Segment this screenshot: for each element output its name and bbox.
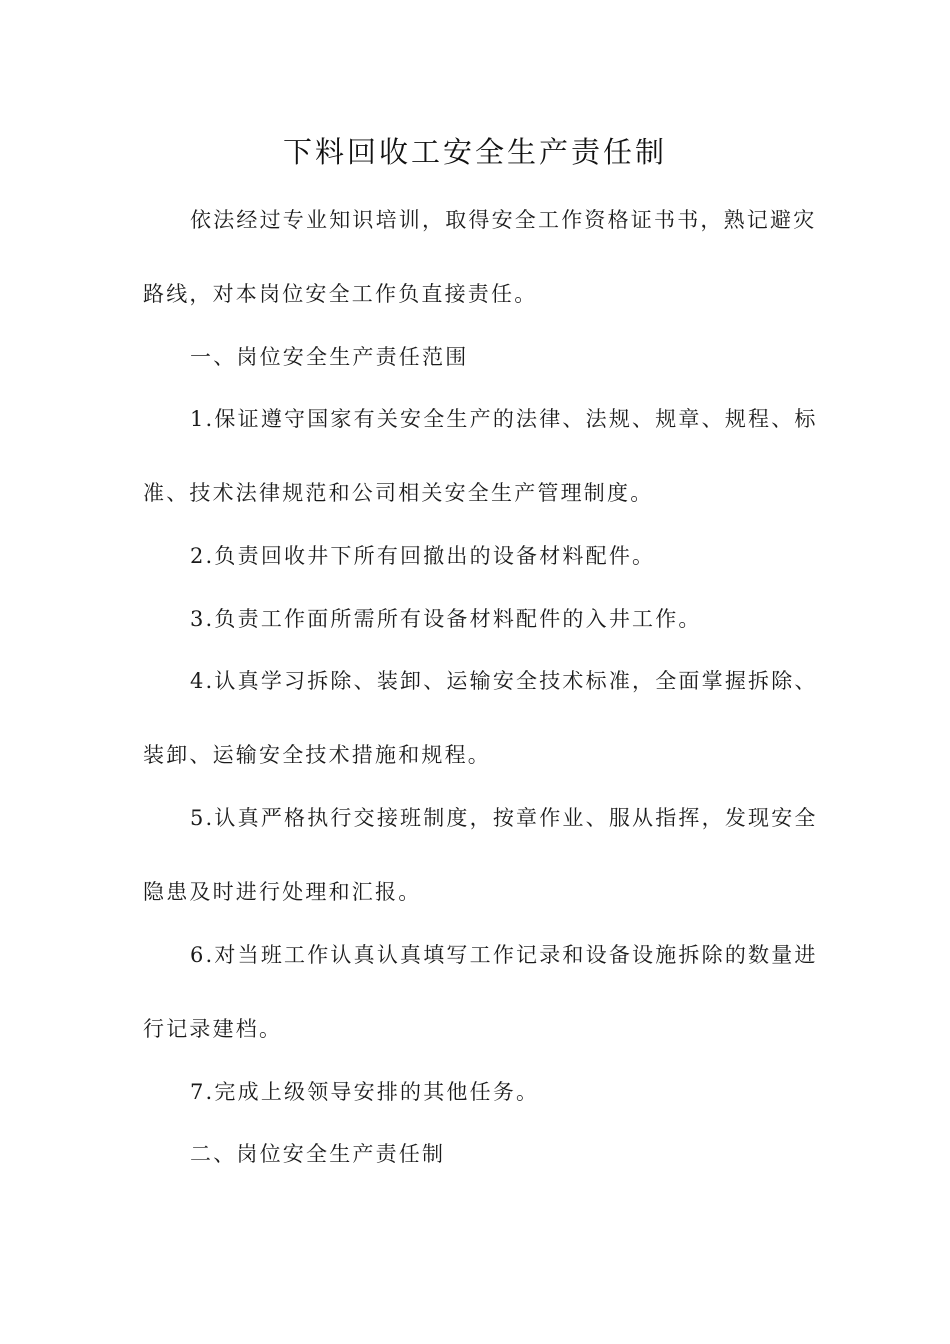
item-6-line-2: 行记录建档。 (143, 1017, 283, 1041)
item-6-line-1: 6.对当班工作认真认真填写工作记录和设备设施拆除的数量进 (190, 943, 818, 967)
item-5-line-1: 5.认真严格执行交接班制度，按章作业、服从指挥，发现安全 (190, 806, 818, 830)
item-7: 7.完成上级领导安排的其他任务。 (190, 1080, 540, 1104)
section-heading-1: 一、岗位安全生产责任范围 (190, 345, 469, 369)
item-5-line-2: 隐患及时进行处理和汇报。 (143, 880, 422, 904)
item-2: 2.负责回收井下所有回撤出的设备材料配件。 (190, 544, 656, 568)
item-1-line-2: 准、技术法律规范和公司相关安全生产管理制度。 (143, 481, 654, 505)
item-4-line-2: 装卸、运输安全技术措施和规程。 (143, 743, 491, 767)
paragraph-intro-line-2: 路线，对本岗位安全工作负直接责任。 (143, 282, 538, 306)
document-title: 下料回收工安全生产责任制 (282, 135, 667, 169)
section-heading-2: 二、岗位安全生产责任制 (190, 1142, 446, 1166)
item-3: 3.负责工作面所需所有设备材料配件的入井工作。 (190, 607, 702, 631)
item-1-line-1: 1.保证遵守国家有关安全生产的法律、法规、规章、规程、标 (190, 407, 818, 431)
paragraph-intro-line-1: 依法经过专业知识培训，取得安全工作资格证书书，熟记避灾 (190, 208, 817, 232)
item-4-line-1: 4.认真学习拆除、装卸、运输安全技术标准，全面掌握拆除、 (190, 669, 818, 693)
